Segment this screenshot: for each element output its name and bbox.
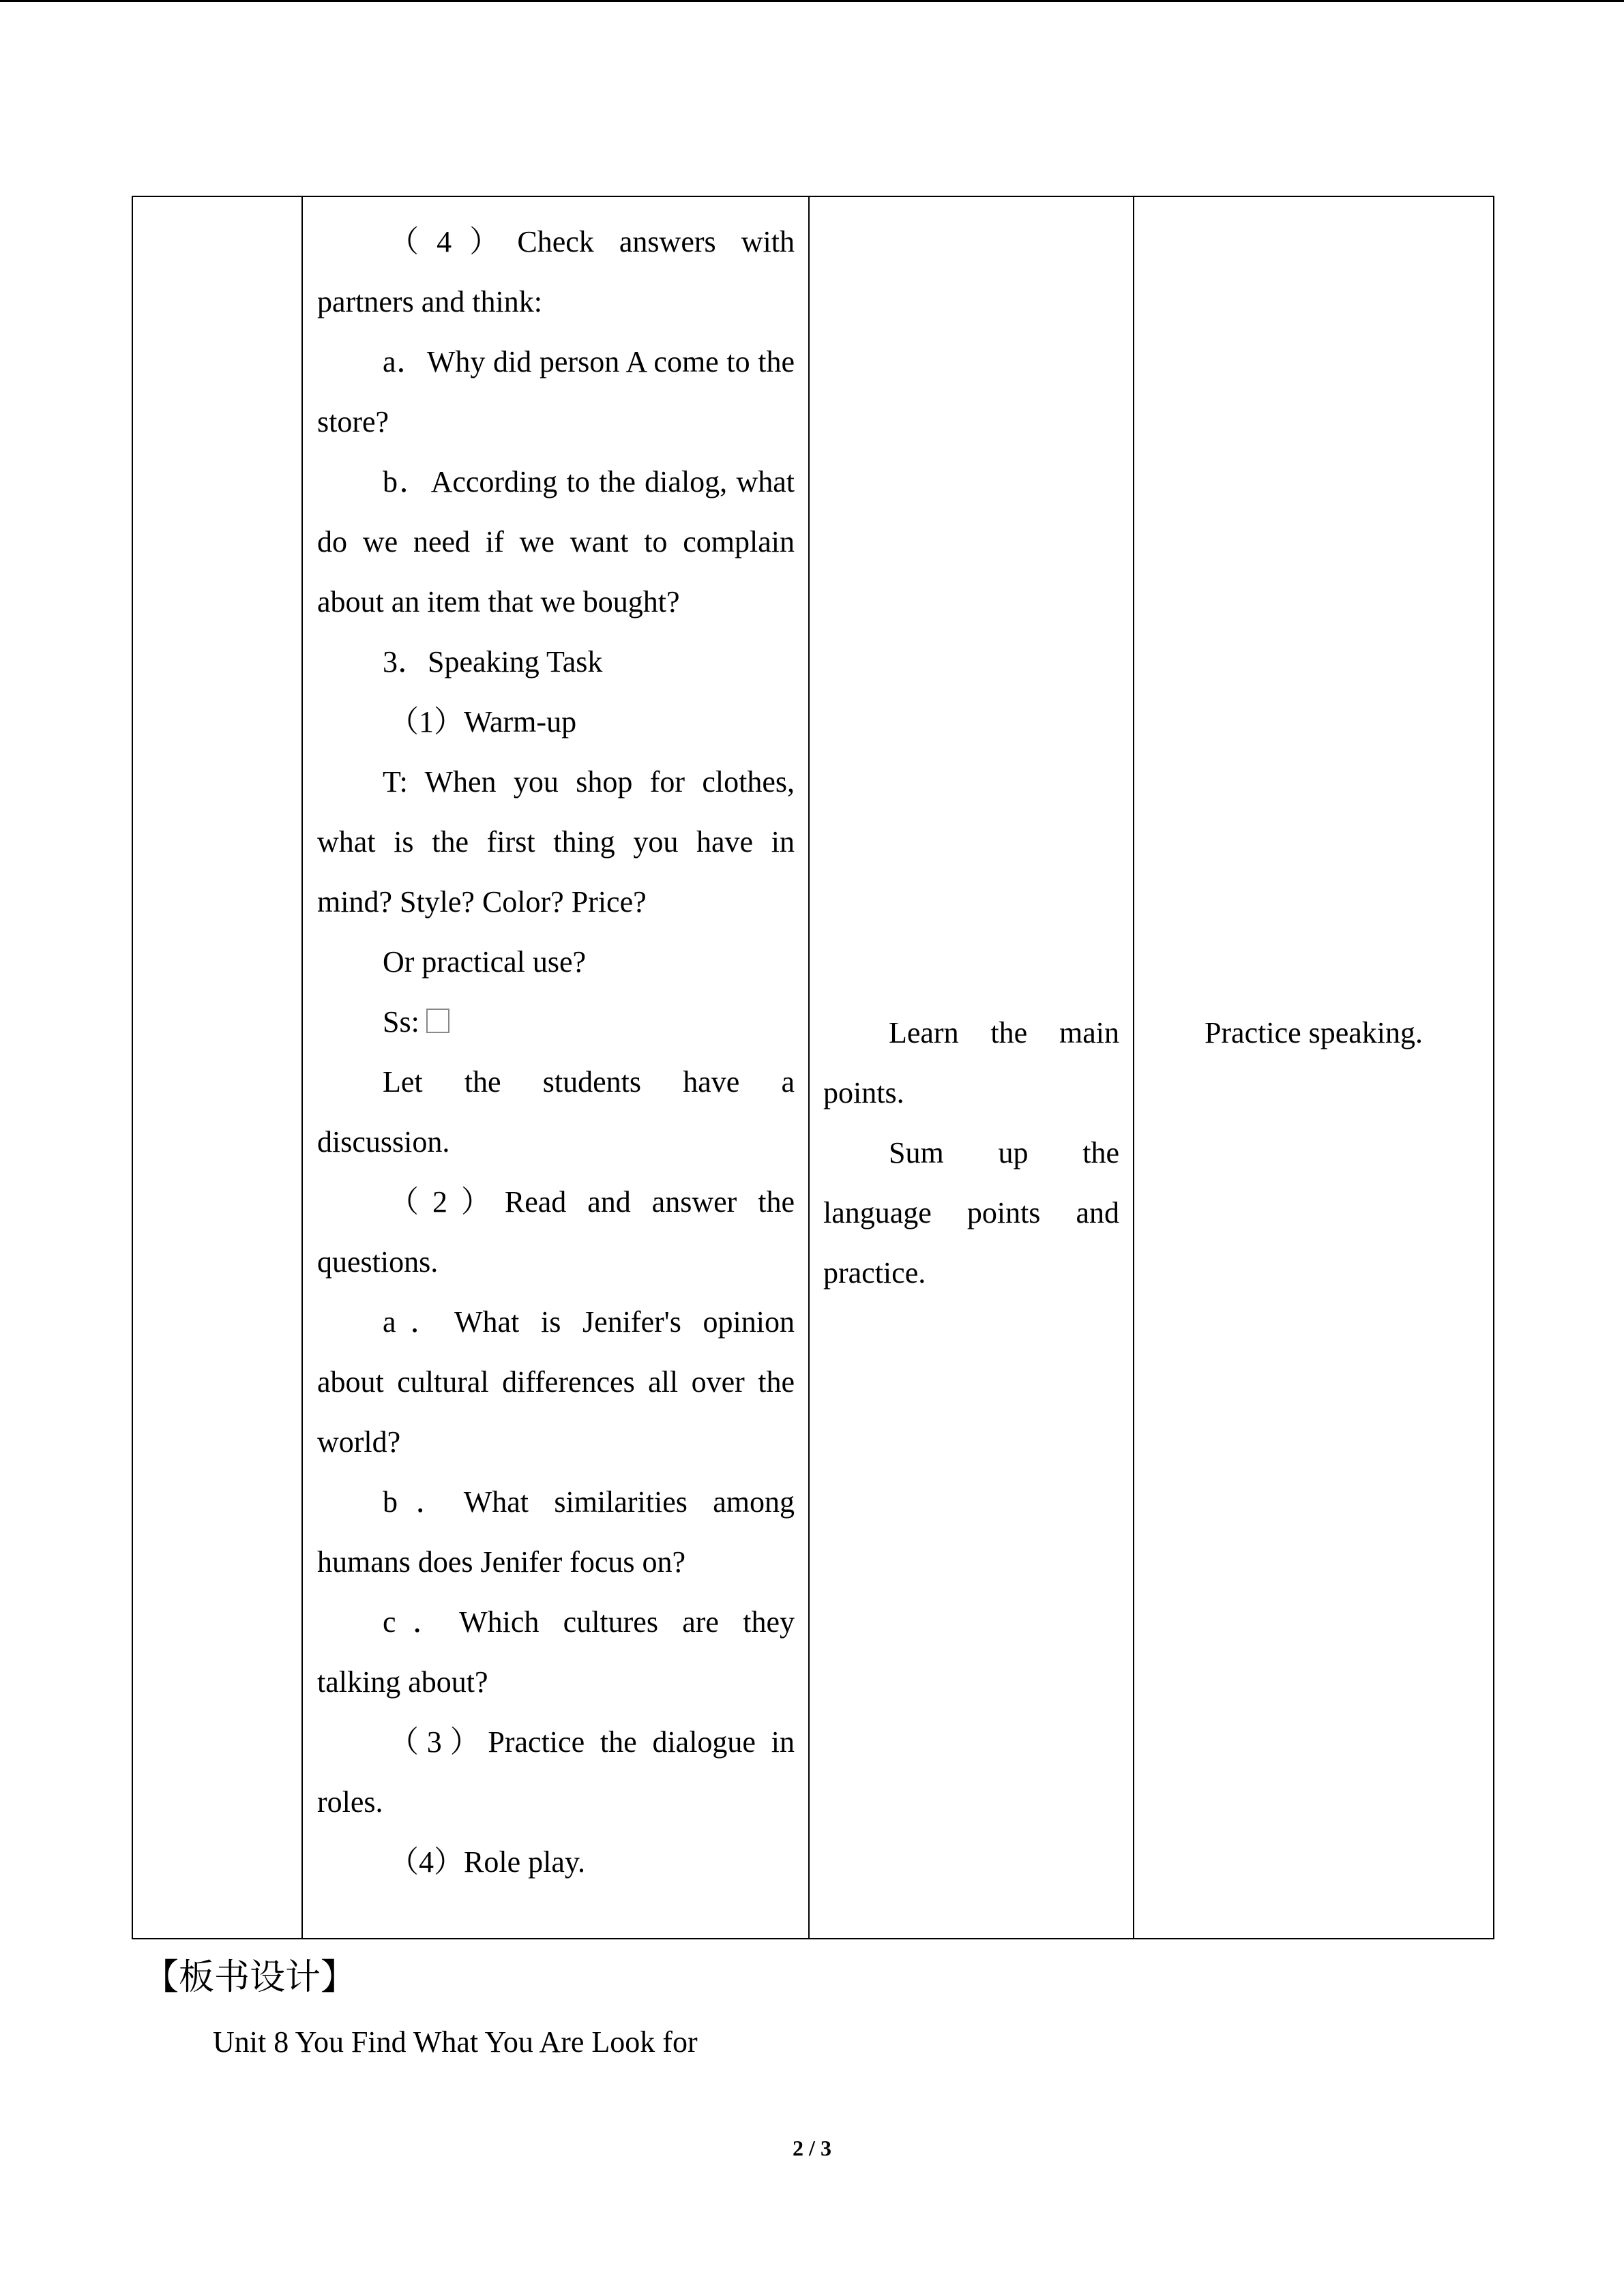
unit-title: Unit 8 You Find What You Are Look for xyxy=(213,2025,698,2059)
procedure-line-text: 3．Speaking Task xyxy=(383,645,603,679)
procedure-line xyxy=(317,332,795,452)
procedure-line xyxy=(317,1832,795,1892)
procedure-line-text: c．Which cultures are they talking about? xyxy=(317,1605,795,1699)
procedure-line xyxy=(317,452,795,632)
procedure-line-text: a．Why did person A come to the store? xyxy=(317,345,795,438)
procedure-line xyxy=(317,1292,795,1472)
procedure-line-text: （4）Role play. xyxy=(389,1845,585,1879)
procedure-line-text: Or practical use? xyxy=(383,945,587,979)
teaching-procedure-table xyxy=(132,196,1494,1939)
procedure-line xyxy=(317,752,795,932)
student-activity-line: Learn the main points. xyxy=(823,1016,1119,1109)
procedure-line xyxy=(317,1592,795,1712)
top-border-rule xyxy=(0,0,1624,2)
procedure-text xyxy=(303,197,808,1892)
procedure-line-text: T: When you shop for clothes, what is the first thing you have in mind? Style? Color? Price? xyxy=(317,765,795,919)
procedure-line-text: （2）Read and answer the questions. xyxy=(317,1185,795,1279)
procedure-line-text: Ss: xyxy=(383,1005,419,1039)
procedure-line xyxy=(317,692,795,752)
design-intent-text: Practice speaking. xyxy=(1204,1016,1423,1049)
procedure-line-text: b．According to the dialog, what do we need if we want to complain about an item that we bought? xyxy=(317,465,795,618)
procedure-line xyxy=(317,1052,795,1172)
procedure-line xyxy=(317,212,795,332)
procedure-line-text: Let the students have a discussion. xyxy=(317,1065,795,1159)
student-activity-cell xyxy=(809,196,1134,1939)
procedure-line xyxy=(317,1712,795,1832)
student-activity-line: Sum up the language points and practice. xyxy=(823,1136,1119,1289)
procedure-line xyxy=(317,1472,795,1592)
stage-cell xyxy=(132,196,302,1939)
procedure-line xyxy=(317,992,795,1052)
procedure-line-text: （3）Practice the dialogue in roles. xyxy=(317,1725,795,1819)
procedure-line xyxy=(317,632,795,692)
procedure-line-text: （4）Check answers with partners and think: xyxy=(317,225,795,318)
placeholder-box-icon xyxy=(426,1009,449,1033)
procedure-line-text: a．What is Jenifer's opinion about cultural differences all over the world? xyxy=(317,1305,795,1459)
procedure-line-text: b．What similarities among humans does Jenifer focus on? xyxy=(317,1485,795,1579)
table-row xyxy=(132,196,1494,1939)
procedure-line xyxy=(317,932,795,992)
board-design-heading: 【板书设计】 xyxy=(143,1957,357,1998)
procedure-line-text: （1）Warm-up xyxy=(389,705,577,739)
procedure-line xyxy=(317,1172,795,1292)
page-number: 2 / 3 xyxy=(793,2136,831,2160)
design-intent-cell xyxy=(1134,196,1494,1939)
procedure-cell xyxy=(302,196,809,1939)
